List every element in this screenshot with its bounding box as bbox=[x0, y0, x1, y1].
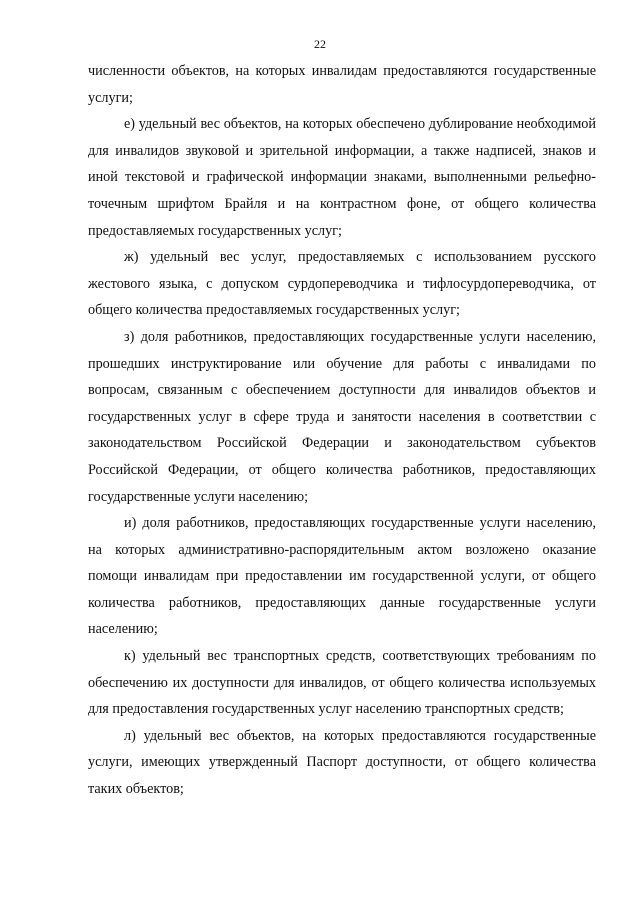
paragraph-item-e: е) удельный вес объектов, на которых обеспечено дублирование необходимой для инвалидов звуковой и зрительной информации, а также надписей, знаков и иной текстовой и графической информации знаками, выполненными рельефно-точечным шрифтом Брайля и на контрастном фоне, от общего количества предоставляемых государственных услуг; bbox=[88, 116, 596, 239]
paragraph-continuation: численности объектов, на которых инвалидам предоставляются государственные услуги; bbox=[88, 63, 596, 106]
document-body bbox=[88, 58, 596, 803]
paragraph-item-l: л) удельный вес объектов, на которых предоставляются государственные услуги, имеющих утвержденный Паспорт доступности, от общего количества таких объектов; bbox=[88, 727, 596, 798]
paragraph-item-zh: ж) удельный вес услуг, предоставляемых с использованием русского жестового языка, с допуском сурдопереводчика и тифлосурдопереводчика, от общего количества предоставляемых государственных услуг; bbox=[88, 249, 596, 319]
paragraph-item-k: к) удельный вес транспортных средств, соответствующих требованиям по обеспечению их доступности для инвалидов, от общего количества используемых для предоставления государственных услуг населению транспортных средств; bbox=[88, 648, 596, 718]
page-number: 22 bbox=[314, 37, 326, 51]
paragraph-item-z: з) доля работников, предоставляющих государственные услуги населению, прошедших инструктирование или обучение для работы с инвалидами по вопросам, связанным с обеспечением доступности для инвалидов объектов и государственных услуг в сфере труда и занятости населения в соответствии с законодательством Российской Федерации и законодательством субъектов Российской Федерации, от общего количества работников, предоставляющих государственные услуги населению; bbox=[88, 328, 596, 505]
paragraph-item-i: и) доля работников, предоставляющих государственные услуги населению, на которых административно-распорядительным актом возложено оказание помощи инвалидам при предоставлении им государственной услуги, от общего количества работников, предоставляющих данные государственные услуги населению; bbox=[88, 515, 596, 638]
